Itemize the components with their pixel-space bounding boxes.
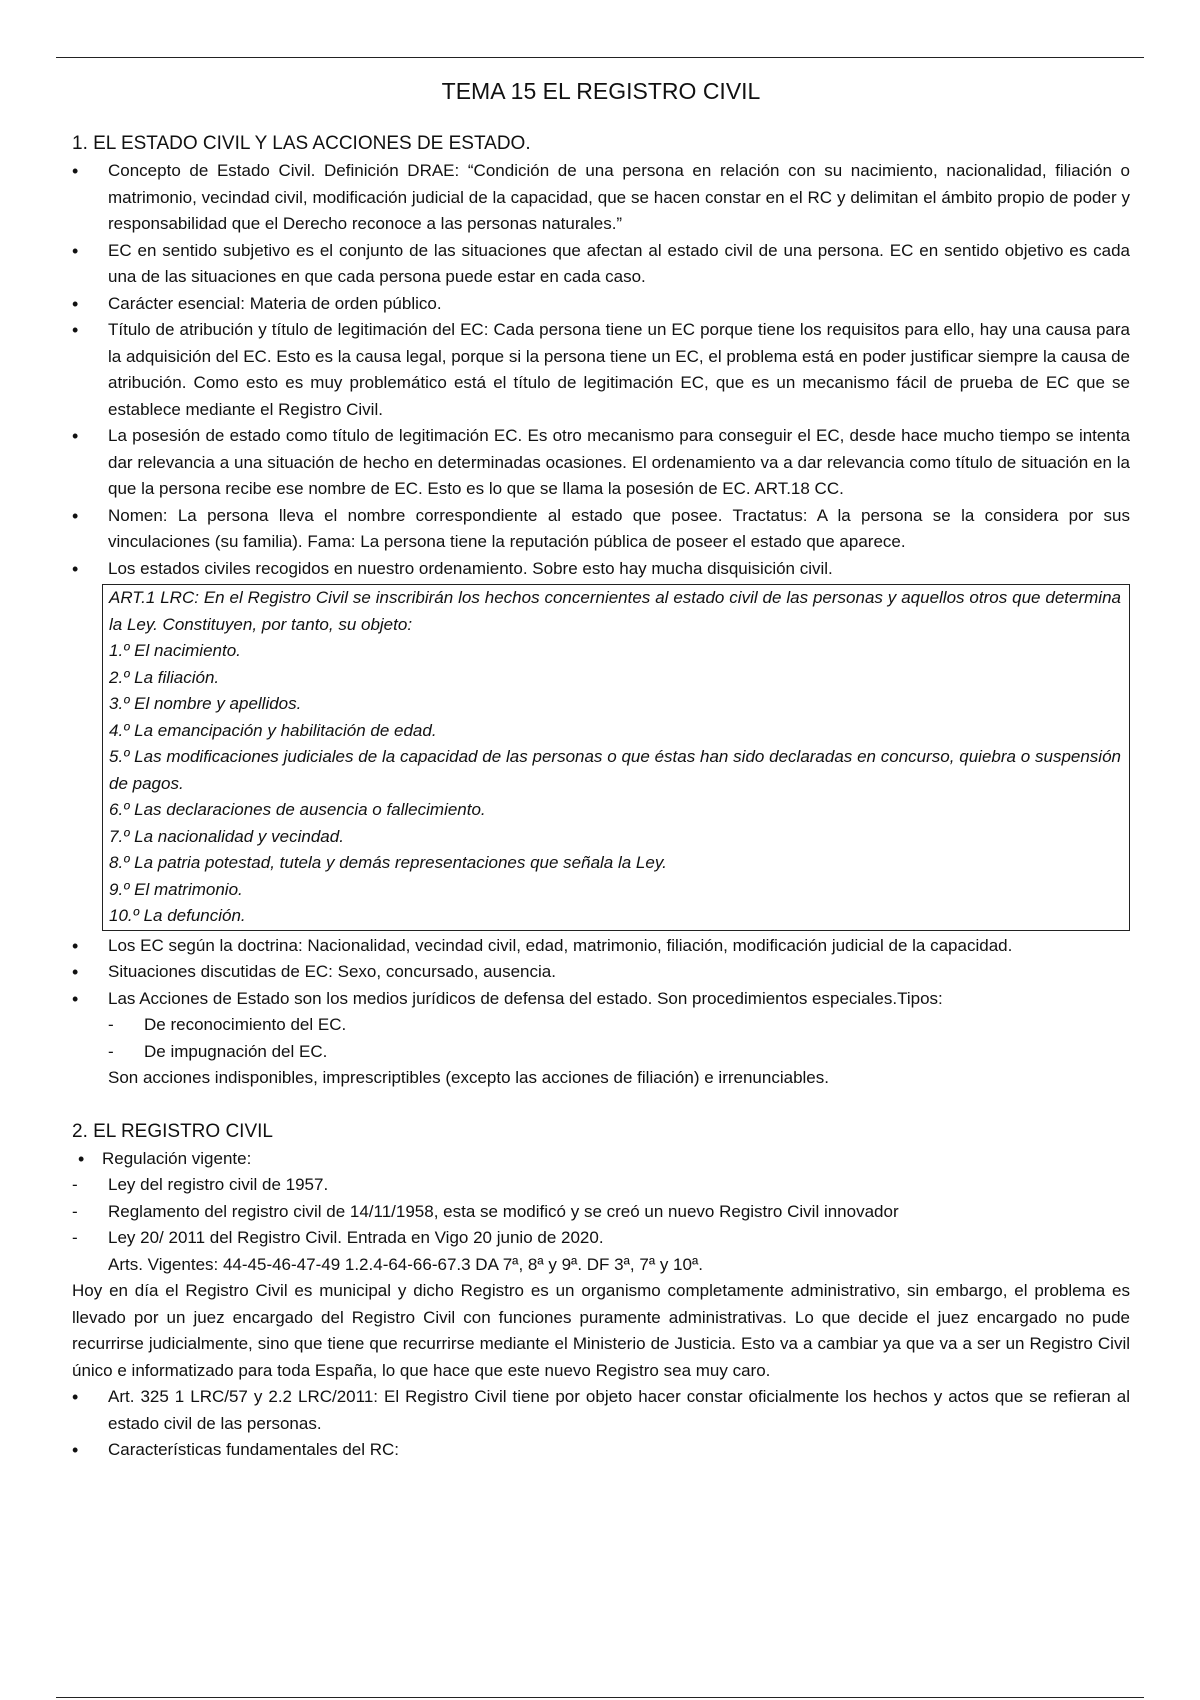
acciones-note: Son acciones indisponibles, imprescriptibles (excepto las acciones de filiación) e irrenunciables. (108, 1068, 829, 1087)
regulacion-list (72, 1172, 1130, 1252)
art-box-item: 10.º La defunción. (109, 906, 246, 925)
bullet-item: • Art. 325 1 LRC/57 y 2.2 LRC/2011: El Registro Civil tiene por objeto hacer constar oficialmente los hechos y actos que se refieran al estado civil de las personas. (72, 1384, 1130, 1437)
bullet-item: • Título de atribución y título de legitimación del EC: Cada persona tiene un EC porque tiene los requisitos para ello, hay una causa para la adquisición del EC. Esto es la causa legal, porque si la persona tiene un EC, el problema está en poder justificar siempre la causa de atribución. Como esto es muy problemático está el título de legitimación EC, que es un mecanismo fácil de prueba de EC que se establece mediante el Registro Civil. (72, 317, 1130, 423)
regulacion-item: - Reglamento del registro civil de 14/11/1958, esta se modificó y se creó un nuevo Registro Civil innovador (72, 1199, 1130, 1226)
bullet-item: • Características fundamentales del RC: (72, 1437, 1130, 1464)
art-box-item: 1.º El nacimiento. (109, 641, 241, 660)
acciones-tipos-list (72, 1012, 1130, 1065)
bullet-item: • Los EC según la doctrina: Nacionalidad, vecindad civil, edad, matrimonio, filiación, modificación judicial de la capacidad. (72, 933, 1130, 960)
bullet-item: • Situaciones discutidas de EC: Sexo, concursado, ausencia. (72, 959, 1130, 986)
regulacion-item: - Ley 20/ 2011 del Registro Civil. Entrada en Vigo 20 junio de 2020. (72, 1225, 1130, 1252)
regulacion-item: - Ley del registro civil de 1957. (72, 1172, 1130, 1199)
bullet-item: • Los estados civiles recogidos en nuestro ordenamiento. Sobre esto hay mucha disquisición civil. (72, 556, 1130, 583)
regulacion-label: • Regulación vigente: (72, 1146, 1130, 1173)
arts-vigentes: Arts. Vigentes: 44-45-46-47-49 1.2.4-64-66-67.3 DA 7ª, 8ª y 9ª. DF 3ª, 7ª y 10ª. (108, 1254, 703, 1274)
section-2-heading: 2. EL REGISTRO CIVIL (72, 1120, 273, 1142)
art-box-item: 4.º La emancipación y habilitación de edad. (109, 720, 437, 740)
tipo-item: - De impugnación del EC. (108, 1039, 1130, 1066)
art-box-item: 6.º Las declaraciones de ausencia o fallecimiento. (109, 800, 486, 819)
document-title: TEMA 15 EL REGISTRO CIVIL (441, 78, 761, 104)
document-content (72, 74, 1130, 1464)
art-box-item: 9.º El matrimonio. (109, 879, 243, 899)
section-2-bullets (72, 1384, 1130, 1464)
art-box-item: 8.º La patria potestad, tutela y demás representaciones que señala la Ley. (109, 853, 667, 872)
bullet-item: • La posesión de estado como título de legitimación EC. Es otro mecanismo para conseguir el EC, desde hace mucho tiempo se intenta dar relevancia a una situación de hecho en determinadas ocasiones. El ordenamiento va a dar relevancia como título de situación en la que la persona recibe ese nombre de EC. Esto es lo que se llama la posesión de EC. ART.18 CC. (72, 423, 1130, 503)
regulacion-bullet (72, 1146, 1130, 1173)
section-1-bullets-after (72, 933, 1130, 1013)
bullet-item: • EC en sentido subjetivo es el conjunto de las situaciones que afectan al estado civil de una persona. EC en sentido objetivo es cada una de las situaciones en que cada persona puede estar en cada caso. (72, 238, 1130, 291)
bullet-item: • Concepto de Estado Civil. Definición DRAE: “Condición de una persona en relación con su nacimiento, nacionalidad, filiación o matrimonio, vecindad civil, modificación judicial de la capacidad, que se hacen constar en el RC y delimitan el ámbito propio de poder y responsabilidad que el Derecho reconoce a las personas naturales.” (72, 158, 1130, 238)
art-1-lrc-box (102, 584, 1130, 931)
section-1-heading: 1. EL ESTADO CIVIL Y LAS ACCIONES DE ESTADO. (72, 133, 531, 154)
registro-paragraph: Hoy en día el Registro Civil es municipal y dicho Registro es un organismo completamente administrativo, sin embargo, el problema es llevado por un juez encargado del Registro Civil con funciones puramente administrativas. Lo que decide el juez encargado no pude recurrirse judicialmente, sino que tiene que recurrirse mediante el Ministerio de Justicia. Esto va a cambiar ya que va a ser un Registro Civil único e informatizado para toda España, lo que hace que este nuevo Registro sea muy caro. (72, 1281, 1130, 1380)
bullet-item: • Carácter esencial: Materia de orden público. (72, 291, 1130, 318)
bottom-rule (56, 1697, 1144, 1698)
tipo-item: - De reconocimiento del EC. (108, 1012, 1130, 1039)
art-box-item: 5.º Las modificaciones judiciales de la capacidad de las personas o que éstas han sido declaradas en concurso, quiebra o suspensión de pagos. (109, 747, 1121, 793)
art-box-intro: ART.1 LRC: En el Registro Civil se inscribirán los hechos concernientes al estado civil de las personas y aquellos otros que determina la Ley. Constituyen, por tanto, su objeto: (109, 588, 1121, 634)
art-box-item: 3.º El nombre y apellidos. (109, 694, 302, 713)
bullet-item: • Las Acciones de Estado son los medios jurídicos de defensa del estado. Son procedimientos especiales.Tipos: (72, 986, 1130, 1013)
bullet-item: • Nomen: La persona lleva el nombre correspondiente al estado que posee. Tractatus: A la persona se la considera por sus vinculaciones (su familia). Fama: La persona tiene la reputación pública de poseer el estado que aparece. (72, 503, 1130, 556)
art-box-item: 2.º La filiación. (109, 667, 220, 687)
section-1-bullets (72, 158, 1130, 582)
top-rule (56, 57, 1144, 58)
art-box-item: 7.º La nacionalidad y vecindad. (109, 826, 344, 846)
